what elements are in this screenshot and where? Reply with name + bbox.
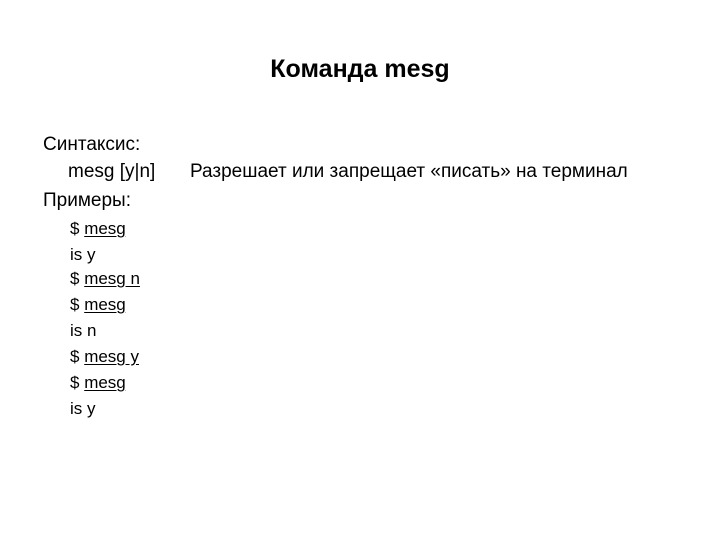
example-command: mesg y [84, 347, 139, 366]
example-command: mesg [84, 219, 126, 238]
example-line-5: is n [70, 321, 97, 340]
slide-title: Команда mesg [270, 55, 450, 83]
example-command: mesg n [84, 269, 140, 288]
syntax-heading: Синтаксис: [43, 134, 141, 155]
example-line-3 [70, 268, 140, 290]
example-line-4 [70, 294, 126, 316]
example-prompt: $ [70, 373, 85, 392]
example-line-6 [70, 346, 139, 368]
example-line-2: is y [70, 245, 96, 264]
example-line-1 [70, 218, 126, 240]
example-line-8: is y [70, 399, 96, 418]
syntax-description: Разрешает или запрещает «писать» на терминал [190, 161, 628, 182]
example-command: mesg [84, 295, 126, 314]
example-prompt: $ [70, 219, 85, 238]
example-prompt: $ [70, 269, 85, 288]
examples-heading: Примеры: [43, 190, 131, 211]
example-prompt: $ [70, 347, 85, 366]
syntax-command: mesg [y|n] [68, 161, 156, 182]
example-line-7 [70, 372, 126, 394]
example-prompt: $ [70, 295, 85, 314]
example-command: mesg [84, 373, 126, 392]
